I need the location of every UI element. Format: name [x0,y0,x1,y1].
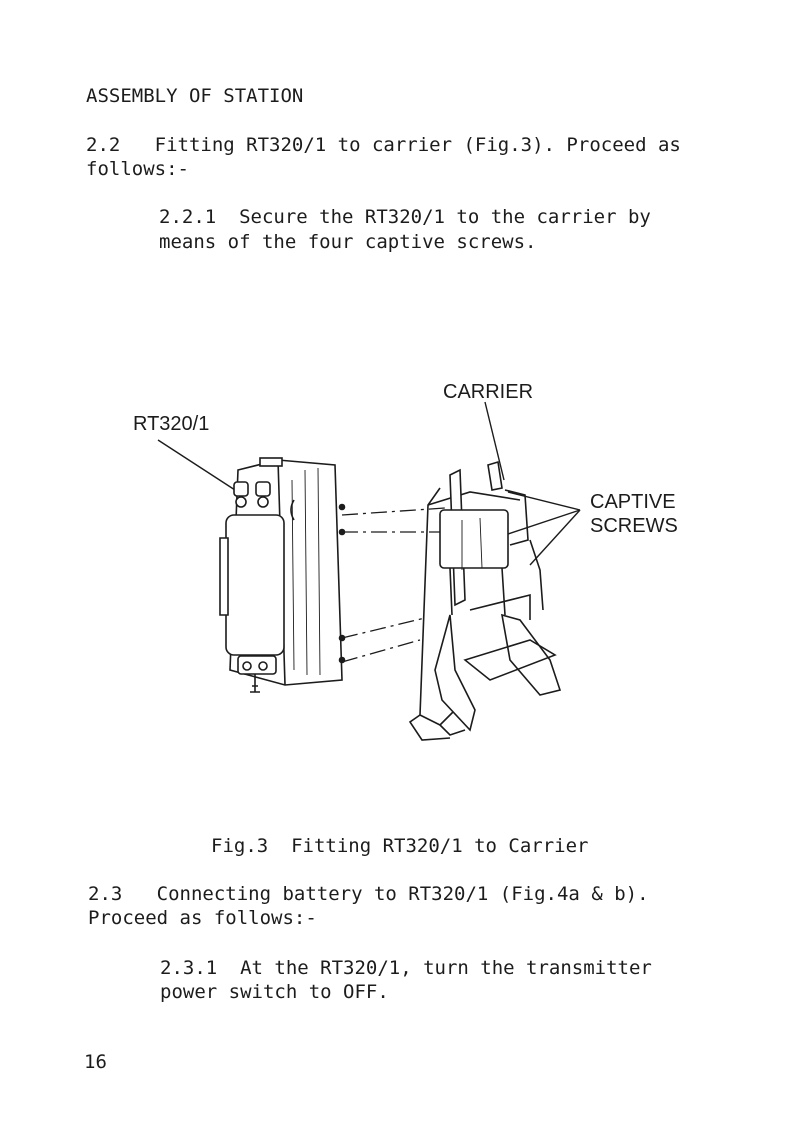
para-2-2-line-1: 2.2 Fitting RT320/1 to carrier (Fig.3). Proceed as [86,134,681,156]
carrier-drawing [410,462,560,740]
fig-3-illustration [110,370,710,810]
section-heading: ASSEMBLY OF STATION [86,85,304,107]
para-2-3-1-line-2: power switch to OFF. [160,981,389,1003]
para-2-2-1-line-1: 2.2.1 Secure the RT320/1 to the carrier by [159,206,651,228]
para-2-3-1-line-1: 2.3.1 At the RT320/1, turn the transmitter [160,957,652,979]
rt320-radio-drawing [220,458,345,692]
label-captive-screws-2: SCREWS [590,515,678,537]
para-2-2-line-2: follows:- [86,158,189,180]
para-2-3-line-2: Proceed as follows:- [88,907,317,929]
label-carrier: CARRIER [443,381,534,403]
label-captive-screws-1: CAPTIVE [590,491,676,513]
alignment-lines [342,508,445,662]
para-2-2-1-line-2: means of the four captive screws. [159,231,537,253]
para-2-3-line-1: 2.3 Connecting battery to RT320/1 (Fig.4a & b). [88,883,649,905]
page-number: 16 [84,1051,107,1073]
figure-caption: Fig.3 Fitting RT320/1 to Carrier [211,835,589,857]
label-rt320: RT320/1 [133,413,210,435]
